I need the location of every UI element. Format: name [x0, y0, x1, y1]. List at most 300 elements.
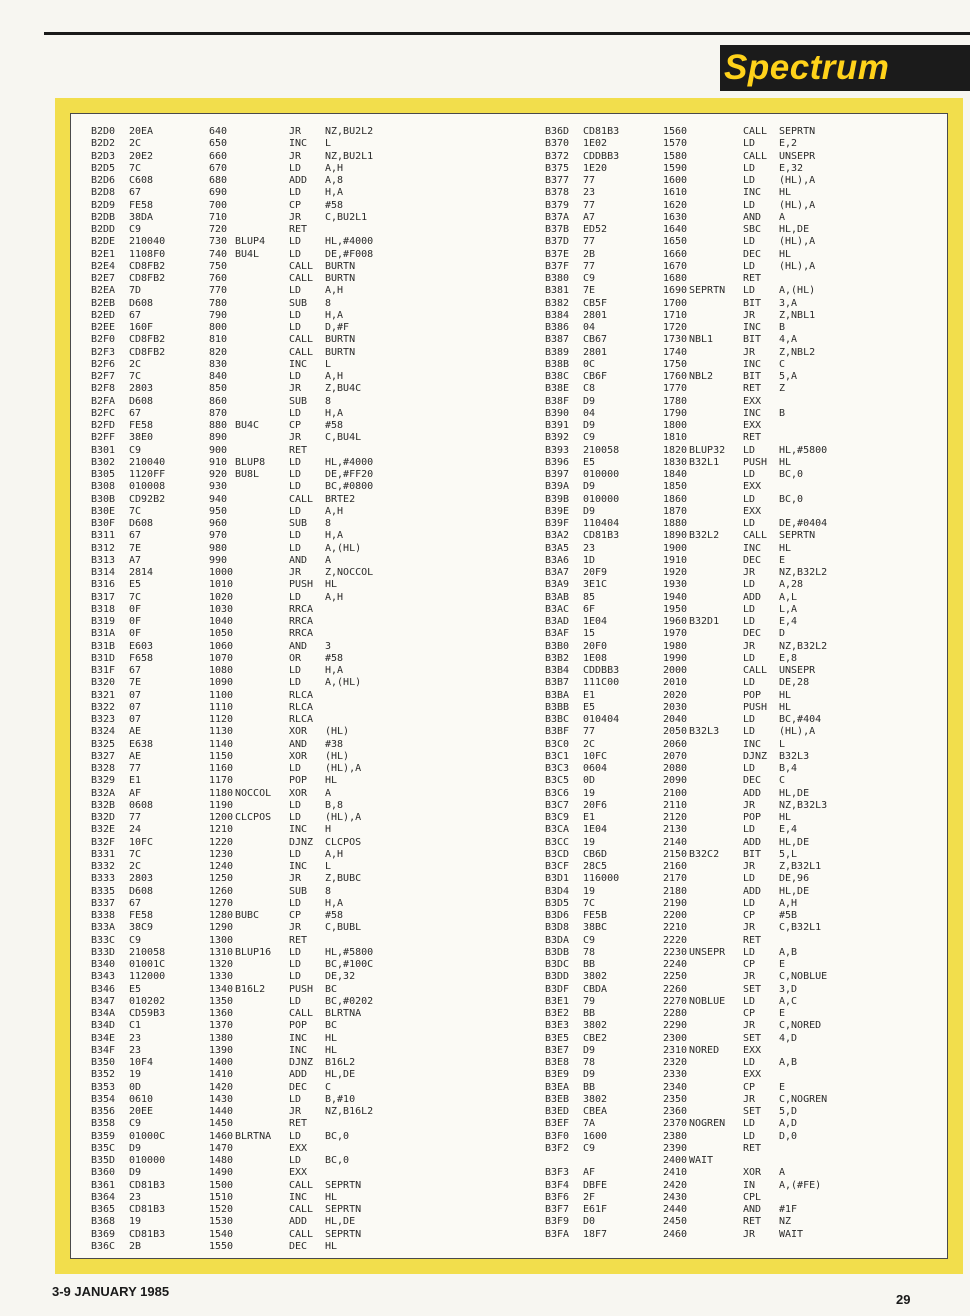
mnemonic: LD [743, 1118, 756, 1130]
mnemonic: JR [743, 1228, 756, 1240]
line-number: 2290 [663, 1020, 688, 1032]
mnemonic: CALL [743, 150, 768, 162]
line-number: 2400 [663, 1155, 688, 1166]
operand: C [325, 1081, 332, 1093]
line-number: 1890 [663, 530, 688, 542]
hex-bytes: E603 [129, 640, 154, 652]
operand: C,BU2L1 [325, 211, 368, 223]
mnemonic: CALL [289, 260, 314, 272]
line-number: 910 [209, 456, 228, 468]
address: B2E7 [91, 273, 116, 284]
address: B32F [91, 836, 116, 848]
operand: Z,B32L1 [779, 861, 822, 872]
hex-bytes: 210058 [583, 444, 620, 456]
operand: 8 [325, 395, 332, 407]
mnemonic: LD [289, 959, 302, 970]
line-number: 1530 [209, 1216, 234, 1228]
mnemonic: LD [743, 260, 756, 272]
line-number: 2250 [663, 971, 688, 983]
address: B3E7 [545, 1044, 570, 1056]
mnemonic: LD [743, 616, 756, 627]
address: B3A9 [545, 579, 570, 591]
operand: L [779, 738, 786, 750]
hex-bytes: CD81B3 [129, 1179, 166, 1191]
mnemonic: CP [743, 1081, 756, 1093]
line-number: 2300 [663, 1032, 688, 1044]
mnemonic: JR [743, 1020, 756, 1032]
hex-bytes: CB6D [583, 848, 608, 860]
operand: A,B [779, 946, 798, 958]
mnemonic: PUSH [289, 983, 314, 995]
address: B3E5 [545, 1032, 570, 1044]
line-number: 690 [209, 187, 228, 199]
mnemonic: EXX [743, 420, 762, 431]
mnemonic: POP [743, 689, 762, 701]
line-number: 950 [209, 505, 228, 517]
operand: BC,#100C [325, 959, 374, 970]
hex-bytes: 24 [129, 824, 142, 836]
operand: NZ [779, 1216, 792, 1228]
address: B312 [91, 542, 116, 554]
address: B3BF [545, 726, 570, 738]
mnemonic: INC [743, 738, 762, 750]
line-number: 1550 [209, 1240, 234, 1252]
mnemonic: LD [743, 677, 756, 689]
operand: 4,D [779, 1032, 798, 1044]
line-number: 2120 [663, 812, 688, 823]
page-number: 29 [896, 1292, 911, 1307]
hex-bytes: D9 [129, 1142, 142, 1154]
address: B356 [91, 1106, 116, 1117]
hex-bytes: 7E [129, 677, 142, 689]
address: B2F6 [91, 358, 116, 370]
line-number: 2330 [663, 1069, 688, 1081]
line-number: 1200 [209, 812, 234, 823]
line-number: 2240 [663, 959, 688, 970]
mnemonic: DEC [743, 248, 762, 260]
operand: Z,BUBC [325, 873, 362, 885]
address: B3F2 [545, 1142, 570, 1154]
line-number: 1580 [663, 150, 688, 162]
address: B389 [545, 346, 570, 358]
line-number: 2270 [663, 995, 688, 1007]
operand: B16L2 [325, 1057, 356, 1068]
hex-bytes: 77 [583, 199, 596, 211]
hex-bytes: A7 [583, 211, 596, 223]
label: BU4L [235, 248, 260, 260]
hex-bytes: 3802 [583, 1093, 608, 1105]
operand: NZ,B32L2 [779, 567, 828, 578]
address: B3F7 [545, 1204, 570, 1215]
line-number: 2080 [663, 763, 688, 774]
operand: 8 [325, 518, 332, 529]
mnemonic: LD [743, 726, 756, 738]
hex-bytes: 78 [583, 1057, 596, 1068]
mnemonic: SUB [289, 297, 308, 309]
operand: C,NOBLUE [779, 971, 828, 983]
hex-bytes: CD8FB2 [129, 260, 166, 272]
hex-bytes: 7E [583, 285, 596, 297]
line-number: 2030 [663, 701, 688, 713]
label: BLUP32 [689, 444, 726, 456]
operand: HL [325, 1240, 338, 1252]
mnemonic: JR [289, 922, 302, 934]
operand: L,A [779, 603, 798, 615]
mnemonic: INC [743, 358, 762, 370]
operand: (HL),A [779, 236, 816, 248]
mnemonic: LD [289, 848, 302, 860]
operand: H,A [325, 187, 344, 199]
operand: (HL),A [779, 199, 816, 211]
hex-bytes: 20EA [129, 126, 154, 137]
hex-bytes: 10FC [129, 836, 154, 848]
address: B3DC [545, 959, 570, 970]
line-number: 2000 [663, 665, 688, 676]
operand: Z,NBL2 [779, 346, 816, 358]
hex-bytes: AF [583, 1167, 596, 1179]
label: UNSEPR [689, 946, 726, 958]
mnemonic: RET [743, 1142, 762, 1154]
address: B3F3 [545, 1167, 570, 1179]
line-number: 1360 [209, 1008, 234, 1019]
label: NBL1 [689, 334, 714, 346]
line-number: 1410 [209, 1069, 234, 1081]
issue-date: 3-9 JANUARY 1985 [52, 1284, 170, 1299]
address: B359 [91, 1130, 116, 1142]
hex-bytes: 1120FF [129, 469, 166, 480]
line-number: 1810 [663, 432, 688, 444]
mnemonic: EXX [743, 395, 762, 407]
address: B2DE [91, 236, 116, 248]
line-number: 930 [209, 481, 228, 493]
line-number: 1390 [209, 1044, 234, 1056]
hex-bytes: 6F [583, 603, 596, 615]
mnemonic: LD [743, 469, 756, 480]
hex-bytes: 010000 [583, 469, 620, 480]
mnemonic: JR [743, 799, 756, 811]
address: B3D4 [545, 885, 570, 897]
hex-bytes: D9 [583, 1044, 596, 1056]
hex-bytes: 20F0 [583, 640, 608, 652]
hex-bytes: 38DA [129, 211, 154, 223]
mnemonic: EXX [743, 505, 762, 517]
line-number: 2280 [663, 1008, 688, 1019]
mnemonic: RET [289, 224, 308, 235]
address: B2F3 [91, 346, 116, 358]
address: B323 [91, 714, 116, 725]
operand: WAIT [779, 1228, 804, 1240]
operand: BURTN [325, 346, 356, 358]
mnemonic: RRCA [289, 616, 314, 627]
address: B380 [545, 273, 570, 284]
hex-bytes: 0F [129, 616, 142, 627]
address: B3E2 [545, 1008, 570, 1019]
mnemonic: RET [743, 383, 762, 395]
hex-bytes: 23 [583, 187, 596, 199]
hex-bytes: E5 [129, 983, 142, 995]
mnemonic: LD [289, 677, 302, 689]
hex-bytes: 1108F0 [129, 248, 166, 260]
address: B358 [91, 1118, 116, 1130]
mnemonic: ADD [289, 1069, 308, 1081]
line-number: 1920 [663, 567, 688, 578]
line-number: 760 [209, 273, 228, 284]
label: BLRTNA [235, 1130, 272, 1142]
address: B3FA [545, 1228, 570, 1240]
line-number: 790 [209, 309, 228, 321]
address: B3DF [545, 983, 570, 995]
address: B36C [91, 1240, 116, 1252]
operand: 5,A [779, 371, 798, 382]
hex-bytes: E5 [583, 701, 596, 713]
hex-bytes: 78 [583, 946, 596, 958]
operand: BC,0 [779, 469, 804, 480]
address: B347 [91, 995, 116, 1007]
address: B2DD [91, 224, 116, 235]
line-number: 1130 [209, 726, 234, 738]
hex-bytes: 07 [129, 689, 142, 701]
operand: SEPRTN [325, 1179, 362, 1191]
mnemonic: LD [743, 995, 756, 1007]
mnemonic: SET [743, 1032, 762, 1044]
hex-bytes: 23 [129, 1191, 142, 1203]
line-number: 1710 [663, 309, 688, 321]
mnemonic: PUSH [743, 456, 768, 468]
line-number: 1720 [663, 322, 688, 333]
address: B397 [545, 469, 570, 480]
line-number: 1840 [663, 469, 688, 480]
address: B340 [91, 959, 116, 970]
line-number: 720 [209, 224, 228, 235]
hex-bytes: C9 [129, 934, 142, 946]
address: B3BB [545, 701, 570, 713]
operand: A,L [779, 591, 798, 603]
address: B2F0 [91, 334, 116, 346]
operand: HL,#4000 [325, 236, 374, 248]
operand: E [779, 554, 786, 566]
operand: HL [325, 1032, 338, 1044]
operand: B,4 [779, 763, 798, 774]
operand: #5B [779, 910, 798, 921]
line-number: 1910 [663, 554, 688, 566]
mnemonic: JR [289, 126, 302, 137]
line-number: 1420 [209, 1081, 234, 1093]
mnemonic: JR [743, 922, 756, 934]
hex-bytes: E1 [129, 775, 142, 787]
line-number: 750 [209, 260, 228, 272]
address: B3AB [545, 591, 570, 603]
operand: A,C [779, 995, 798, 1007]
operand: SEPRTN [779, 126, 816, 137]
mnemonic: RRCA [289, 628, 314, 640]
mnemonic: CP [289, 420, 302, 431]
address: B30E [91, 505, 116, 517]
line-number: 2210 [663, 922, 688, 934]
address: B3F6 [545, 1191, 570, 1203]
hex-bytes: CBE2 [583, 1032, 608, 1044]
operand: (HL),A [779, 175, 816, 186]
operand: HL,#5800 [325, 946, 374, 958]
mnemonic: CALL [289, 493, 314, 505]
address: B390 [545, 407, 570, 419]
mnemonic: AND [289, 640, 308, 652]
hex-bytes: 1D [583, 554, 596, 566]
line-number: 2260 [663, 983, 688, 995]
address: B3D6 [545, 910, 570, 921]
hex-bytes: CD8FB2 [129, 346, 166, 358]
hex-bytes: 07 [129, 714, 142, 725]
mnemonic: JR [289, 1106, 302, 1117]
line-number: 1340 [209, 983, 234, 995]
operand: HL [779, 812, 792, 823]
mnemonic: XOR [743, 1167, 762, 1179]
hex-bytes: 20F9 [583, 567, 608, 578]
mnemonic: POP [289, 1020, 308, 1032]
address: B328 [91, 763, 116, 774]
address: B3DA [545, 934, 570, 946]
hex-bytes: 04 [583, 407, 596, 419]
operand: BC,0 [325, 1155, 350, 1166]
hex-bytes: D9 [129, 1167, 142, 1179]
mnemonic: LD [289, 1130, 302, 1142]
line-number: 1870 [663, 505, 688, 517]
mnemonic: JR [289, 873, 302, 885]
mnemonic: RLCA [289, 714, 314, 725]
line-number: 1630 [663, 211, 688, 223]
line-number: 970 [209, 530, 228, 542]
label: BLUP16 [235, 946, 272, 958]
operand: B,8 [325, 799, 344, 811]
hex-bytes: C9 [583, 1142, 596, 1154]
line-number: 2010 [663, 677, 688, 689]
address: B3D1 [545, 873, 570, 885]
mnemonic: RET [743, 432, 762, 444]
mnemonic: LD [743, 603, 756, 615]
mnemonic: INC [743, 322, 762, 333]
line-number: 1120 [209, 714, 234, 725]
line-number: 1330 [209, 971, 234, 983]
hex-bytes: D608 [129, 518, 154, 529]
operand: A [779, 211, 786, 223]
operand: A,(HL) [779, 285, 816, 297]
mnemonic: LD [743, 763, 756, 774]
mnemonic: CP [743, 959, 756, 970]
hex-bytes: C9 [129, 224, 142, 235]
line-number: 1070 [209, 652, 234, 664]
hex-bytes: 77 [583, 236, 596, 248]
line-number: 2380 [663, 1130, 688, 1142]
hex-bytes: CB6F [583, 371, 608, 382]
operand: C,B32L1 [779, 922, 822, 934]
hex-bytes: 77 [583, 726, 596, 738]
line-number: 1110 [209, 701, 234, 713]
line-number: 1760 [663, 371, 688, 382]
address: B2DB [91, 211, 116, 223]
line-number: 980 [209, 542, 228, 554]
mnemonic: SBC [743, 224, 762, 235]
line-number: 1430 [209, 1093, 234, 1105]
address: B36D [545, 126, 570, 137]
mnemonic: CALL [743, 530, 768, 542]
mnemonic: INC [743, 542, 762, 554]
hex-bytes: CDDBB3 [583, 665, 620, 676]
operand: Z,NBL1 [779, 309, 816, 321]
address: B3E8 [545, 1057, 570, 1068]
line-number: 820 [209, 346, 228, 358]
address: B353 [91, 1081, 116, 1093]
line-number: 1170 [209, 775, 234, 787]
operand: DE,#F008 [325, 248, 374, 260]
address: B3AF [545, 628, 570, 640]
address: B39A [545, 481, 570, 493]
line-number: 1320 [209, 959, 234, 970]
label: BLUP8 [235, 456, 266, 468]
label: NBL2 [689, 371, 714, 382]
operand: HL,DE [779, 787, 810, 799]
operand: (HL),A [779, 260, 816, 272]
mnemonic: LD [743, 199, 756, 211]
operand: #38 [325, 738, 344, 750]
hex-bytes: 110404 [583, 518, 620, 529]
address: B38E [545, 383, 570, 395]
line-number: 1700 [663, 297, 688, 309]
hex-bytes: C9 [583, 934, 596, 946]
operand: L [325, 358, 332, 370]
line-number: 1960 [663, 616, 688, 627]
hex-bytes: 15 [583, 628, 596, 640]
address: B3A2 [545, 530, 570, 542]
address: B2F8 [91, 383, 116, 395]
operand: Z [779, 383, 786, 395]
hex-bytes: CDDBB3 [583, 150, 620, 162]
mnemonic: LD [743, 652, 756, 664]
hex-bytes: 19 [583, 885, 596, 897]
hex-bytes: 28C5 [583, 861, 608, 872]
line-number: 780 [209, 297, 228, 309]
operand: HL [779, 456, 792, 468]
operand: BC [325, 983, 338, 995]
operand: Z,BU4C [325, 383, 362, 395]
line-number: 650 [209, 138, 228, 150]
mnemonic: LD [289, 1093, 302, 1105]
label: BUBC [235, 910, 260, 921]
address: B350 [91, 1057, 116, 1068]
hex-bytes: CBEA [583, 1106, 608, 1117]
address: B2FA [91, 395, 116, 407]
address: B3CF [545, 861, 570, 872]
mnemonic: LD [289, 897, 302, 909]
label: B32D1 [689, 616, 720, 627]
hex-bytes: 67 [129, 407, 142, 419]
mnemonic: JR [289, 211, 302, 223]
address: B30B [91, 493, 116, 505]
address: B2D8 [91, 187, 116, 199]
address: B34D [91, 1020, 116, 1032]
line-number: 2140 [663, 836, 688, 848]
operand: (HL),A [325, 812, 362, 823]
address: B2EA [91, 285, 116, 297]
hex-bytes: FE58 [129, 420, 154, 431]
mnemonic: INC [289, 861, 308, 872]
hex-bytes: 7C [583, 897, 596, 909]
operand: A,H [325, 162, 344, 174]
line-number: 1240 [209, 861, 234, 872]
hex-bytes: 38C9 [129, 922, 154, 934]
line-number: 1500 [209, 1179, 234, 1191]
line-number: 730 [209, 236, 228, 248]
address: B372 [545, 150, 570, 162]
hex-bytes: 2F [583, 1191, 596, 1203]
